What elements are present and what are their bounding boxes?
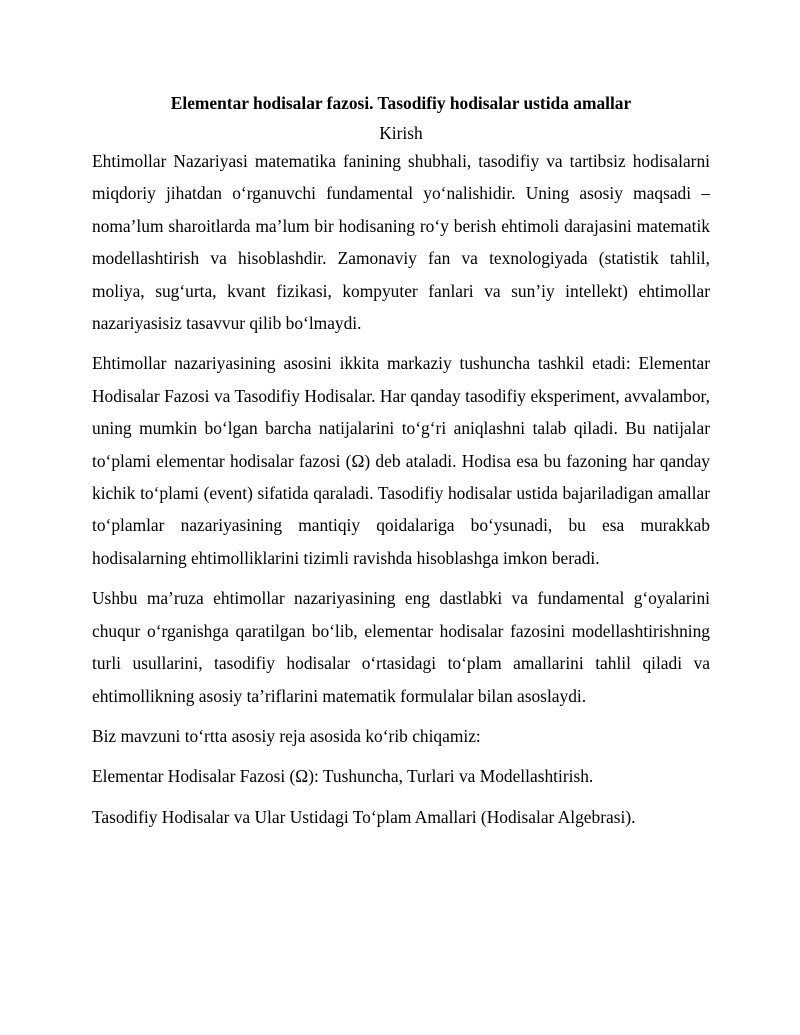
plan-item-2: Tasodifiy Hodisalar va Ular Ustidagi To‘plam Amallari (Hodisalar Algebrasi). [92, 806, 636, 827]
plan-item-1: Elementar Hodisalar Fazosi (Ω): Tushuncha, Turlari va Modellashtirish. [92, 766, 594, 787]
plan-intro: Biz mavzuni to‘rtta asosiy reja asosida ko‘rib chiqamiz: [92, 725, 481, 746]
document-page [92, 90, 710, 841]
paragraph-3: Ushbu ma’ruza ehtimollar nazariyasining eng dastlabki va fundamental g‘oyalarini chuqur o‘rganishga qaratilgan bo‘lib, elementar hodisalar fazosini modellashtirishning turli usullarini, tasodifiy hodisalar o‘rtasidagi to‘plam amallarini tahlil qiladi va ehtimollikning asosiy ta’riflarini matematik formulalar bilan asoslaydi. [92, 588, 710, 706]
section-heading: Kirish [379, 123, 423, 143]
paragraph-1: Ehtimollar Nazariyasi matematika fanining shubhali, tasodifiy va tartibsiz hodisalarni miqdoriy jihatdan o‘rganuvchi fundamental yo‘nalishidir. Uning asosiy maqsadi – noma’lum sharoitlarda ma’lum bir hodisaning ro‘y berish ehtimoli darajasini matematik modellashtirish va hisoblashdir. Zamonaviy fan va texnologiyada (statistik tahlil, moliya, sug‘urta, kvant fizikasi, kompyuter fanlari va sun’iy intellekt) ehtimollar nazariyasisiz tasavvur qilib bo‘lmaydi. [92, 151, 710, 334]
document-title: Elementar hodisalar fazosi. Tasodifiy hodisalar ustida amallar [170, 93, 632, 113]
paragraph-2: Ehtimollar nazariyasining asosini ikkita markaziy tushuncha tashkil etadi: Elementar Hodisalar Fazosi va Tasodifiy Hodisalar. Har qanday tasodifiy eksperiment, avvalambor, uning mumkin bo‘lgan barcha natijalarini to‘g‘ri aniqlashni talab qiladi. Bu natijalar to‘plami elementar hodisalar fazosi (Ω) deb ataladi. Hodisa esa bu fazoning har qanday kichik to‘plami (event) sifatida qaraladi. Tasodifiy hodisalar ustida bajariladigan amallar to‘plamlar nazariyasining mantiqiy qoidalariga bo‘ysunadi, bu esa murakkab hodisalarning ehtimolliklarini tizimli ravishda hisoblashga imkon beradi. [92, 353, 710, 568]
